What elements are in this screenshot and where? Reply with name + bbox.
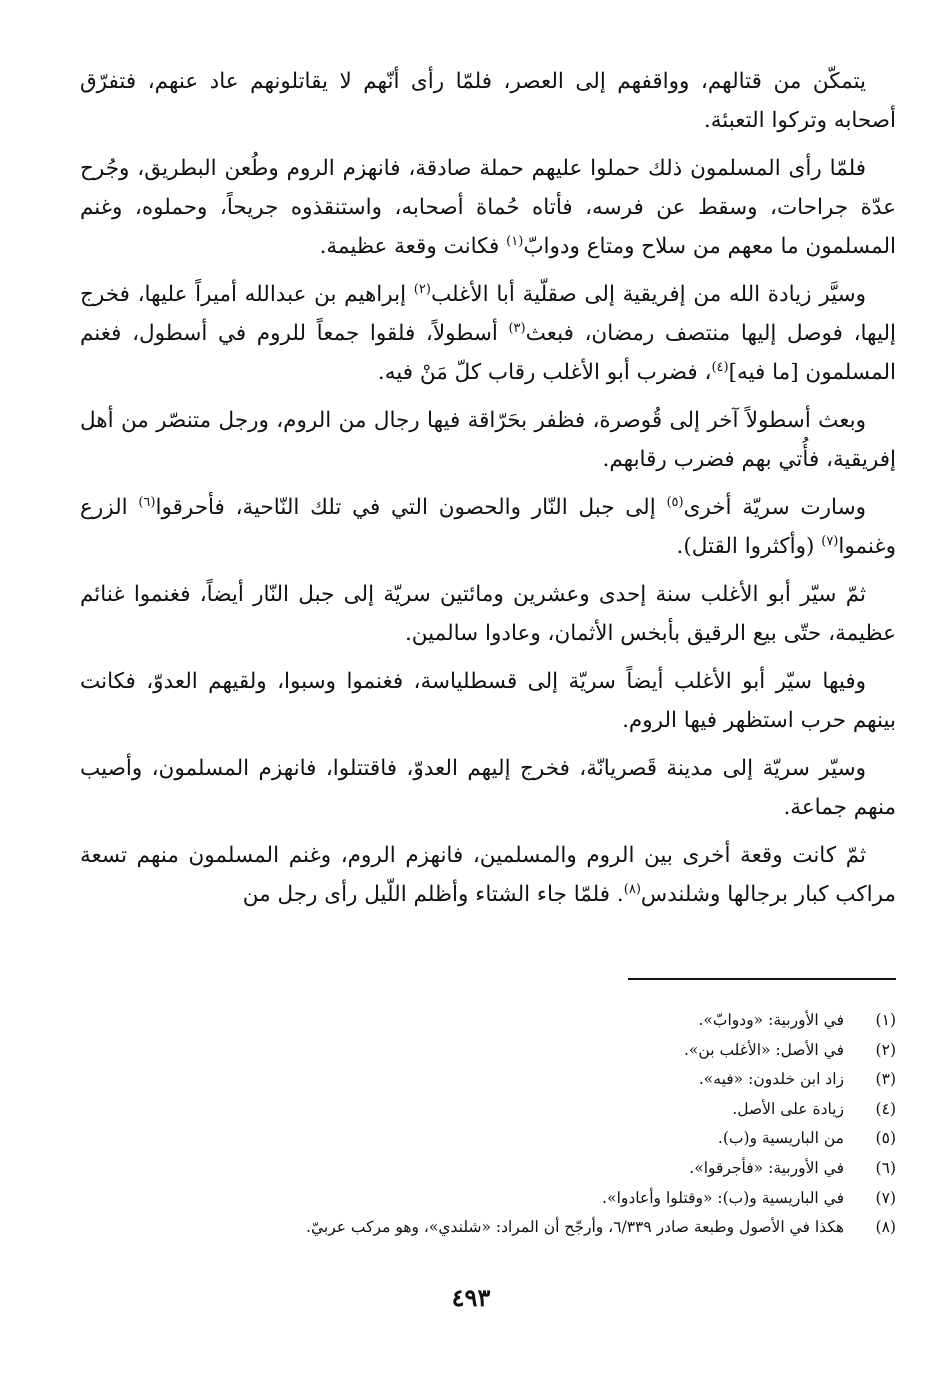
paragraph-text: وسارت سريّة أخرى <box>683 495 866 520</box>
paragraph-text: وبعث أسطولاً آخر إلى قُوصرة، فظفر بحَرّاقة فيها رجال من الروم، ورجل متنصّر من أهل إفريقية، فأُتي بهم فضرب رقابهم. <box>80 408 896 472</box>
footnote-marker: (٣) <box>508 320 526 336</box>
footnote-number: (٨) <box>875 1218 896 1237</box>
paragraph-text: ، فضرب أبو الأغلب رقاب كلّ مَنْ فيه. <box>377 360 712 385</box>
footnote-text: زيادة على الأصل. <box>732 1099 844 1118</box>
footnote-number: (٧) <box>875 1188 896 1207</box>
footnote-number: (٦) <box>875 1158 896 1177</box>
footnote-marker: (٨) <box>623 881 641 897</box>
footnote-item <box>136 1184 896 1214</box>
footnote-divider <box>628 978 896 980</box>
footnote-marker: (١) <box>506 233 524 249</box>
footnote-marker: (٢) <box>413 281 431 297</box>
body-paragraph <box>80 836 896 914</box>
footnote-text: زاد ابن خلدون: «فيه». <box>698 1070 844 1089</box>
paragraph-text: يتمكّن من قتالهم، وواقفهم إلى العصر، فلمّا رأى أنّهم لا يقاتلونهم عاد عنهم، فتفرّق أصحابه وتركوا التعبئة. <box>80 69 896 133</box>
footnote-item <box>136 1065 896 1095</box>
body-paragraph <box>80 662 896 740</box>
footnote-number: (١) <box>875 1011 896 1029</box>
footnote-number: (٣) <box>875 1070 896 1089</box>
footnote-number: (٥) <box>875 1129 896 1148</box>
footnote-marker: (٤) <box>711 359 729 375</box>
footnote-text: في الأوربية: «ودوابّ». <box>698 1011 844 1029</box>
paragraph-text: وفيها سيّر أبو الأغلب أيضاً سريّة إلى قسطلياسة، فغنموا وسبوا، ولقيهم العدوّ، فكانت بينهم حرب استظهر فيها الروم. <box>80 669 896 733</box>
paragraph-text: فلمّا رأى المسلمون ذلك حملوا عليهم حملة صادقة، فانهزم الروم وطُعن البطريق، وجُرح عدّة جراحات، وسقط عن فرسه، فأتاه حُماة أصحابه، واستنقذوه جريحاً، وحملوه، وغنم المسلمون ما معهم من سلاح ومتاع ودوابّ <box>80 156 896 259</box>
paragraph-text: وسيَّر زيادة الله من إفريقية إلى صقلّية أبا الأغلب <box>430 282 866 307</box>
paragraph-text: . فلمّا جاء الشتاء وأظلم اللّيل رأى رجل من <box>242 882 624 907</box>
paragraph-text: ثمّ سيّر أبو الأغلب سنة إحدى وعشرين ومائتين سريّة إلى جبل النّار أيضاً، فغنموا غنائم عظيمة، حتّى بيع الرقيق بأبخس الأثمان، وعادوا سالمين. <box>80 582 896 646</box>
footnote-text: في الأوربية: «فأجرقوا». <box>689 1158 844 1177</box>
footnote-item <box>136 1213 896 1243</box>
body-paragraph <box>80 275 896 392</box>
footnote-item <box>136 1124 896 1154</box>
paragraph-text: (وأكثروا القتل). <box>676 534 822 559</box>
paragraph-text: أسطولاً، فلقوا جمعاً للروم في أسطول، فغنم المسلمون [ما فيه] <box>80 321 896 385</box>
footnote-marker: (٧) <box>821 533 839 549</box>
body-paragraph <box>80 401 896 479</box>
footnote-marker: (٥) <box>666 494 684 510</box>
body-paragraph <box>80 575 896 653</box>
paragraph-text: وسيّر سريّة إلى مدينة قَصريانّة، فخرج إليهم العدوّ، فاقتتلوا، فانهزم المسلمون، وأصيب منهم جماعة. <box>80 756 896 820</box>
body-paragraph <box>80 488 896 566</box>
footnote-item <box>136 1095 896 1125</box>
paragraph-text: الزرع وغنموا <box>80 495 896 559</box>
footnote-text: في الباريسية و(ب): «وقتلوا وأعادوا». <box>602 1188 844 1207</box>
footnote-item <box>136 1006 896 1036</box>
footnote-text: من الباريسية و(ب). <box>717 1129 844 1148</box>
paragraph-text: ثمّ كانت وقعة أخرى بين الروم والمسلمين، فانهزم الروم، وغنم المسلمون منهم تسعة مراكب كبار برجالها وشلندس <box>80 843 896 907</box>
body-paragraph <box>80 62 896 140</box>
body-paragraph <box>80 149 896 266</box>
page-number: ٤٩٣ <box>451 1283 491 1312</box>
paragraph-text: فكانت وقعة عظيمة. <box>319 234 507 259</box>
footnote-number: (٢) <box>875 1040 896 1059</box>
footnote-text: هكذا في الأصول وطبعة صادر ٦/٣٣٩، وأرجّح أن المراد: «شلندي»، وهو مركب عربيّ. <box>306 1218 844 1237</box>
footnote-number: (٤) <box>875 1099 896 1118</box>
footnote-marker: (٦) <box>138 494 156 510</box>
paragraph-text: إلى جبل النّار والحصون التي في تلك النّاحية، فأحرقوا <box>155 495 667 520</box>
footnote-item <box>136 1154 896 1184</box>
body-paragraph <box>80 749 896 827</box>
footnote-item <box>136 1036 896 1066</box>
footnote-text: في الأصل: «الأغلب بن». <box>684 1040 844 1059</box>
paragraph-text: إبراهيم بن عبدالله أميراً عليها، فخرج إليها، فوصل إليها منتصف رمضان، فبعث <box>80 282 896 346</box>
page-body <box>80 62 896 923</box>
footnotes-list <box>136 1006 896 1243</box>
